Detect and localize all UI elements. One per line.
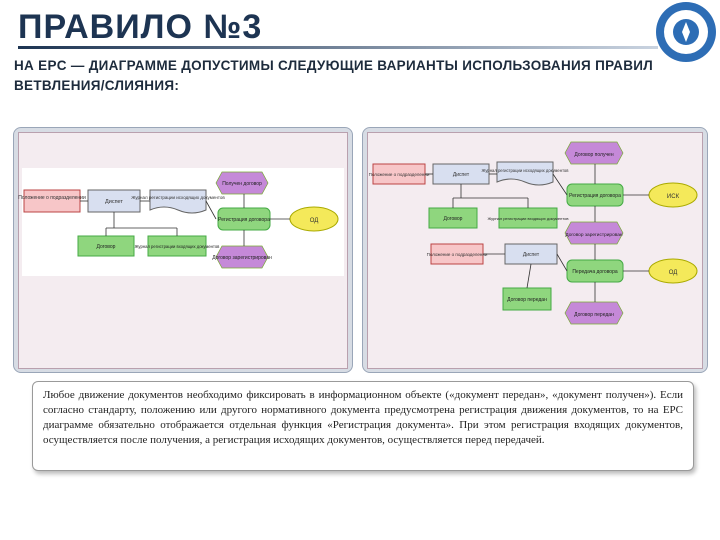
right-epc-diagram: [367, 132, 701, 367]
role1-label: Диспет: [452, 172, 470, 178]
connector-label: ОД: [309, 218, 319, 224]
org-unit1-label: Положение о подразделении: [368, 172, 430, 177]
function-send-label: Передача договора: [572, 269, 618, 275]
slide-title: ПРАВИЛО №3: [18, 8, 263, 46]
log-label: Журнал регистрации исходящих документов: [131, 195, 225, 200]
log2-label: Журнал регистрации входящих документов: [487, 216, 569, 221]
slide-subtitle: НА EPC — ДИАГРАММЕ ДОПУСТИМЫ СЛЕДУЮЩИЕ ВАРИАНТЫ ИСПОЛЬЗОВАНИЯ ПРАВИЛ ВЕТВЛЕНИЯ/СЛИЯНИЯ:: [14, 58, 654, 93]
event-bottom-label: Договор передан: [574, 312, 614, 318]
org-unit-box: [24, 190, 80, 212]
left-epc-diagram: [18, 132, 346, 367]
connector-od-right-label: ОД: [668, 270, 678, 276]
event-registered-label: Договор зарегистрирован: [212, 255, 272, 261]
doc-contract-label: Договор: [96, 244, 116, 250]
faculty-logo-icon: [640, 0, 720, 70]
log1-document: [497, 162, 553, 185]
role-label: Диспет: [105, 199, 123, 205]
doc-contract2-label: Договор передан: [507, 297, 547, 303]
event-reg-label: Договор зарегистрирован: [565, 233, 623, 238]
function-registration-label: Регистрация договора: [218, 217, 270, 223]
role2-label: Диспет: [522, 252, 540, 258]
log1-label: Журнал регистрации исходящих документов: [481, 168, 569, 173]
doc-contract-right-label: Договор: [443, 216, 463, 222]
explanation-box: [32, 381, 694, 471]
event-received-label: Получен договор: [222, 181, 262, 187]
org-unit-label: Положение о подразделении: [18, 195, 86, 201]
connector-isk-label: ИСК: [666, 194, 680, 200]
title-underline: [18, 46, 658, 49]
org-unit2-label: Положение о подразделении: [426, 252, 488, 257]
event-top-label: Договор получен: [574, 152, 614, 158]
doc-log2-label: Журнал регистрации входящих документов: [134, 244, 220, 249]
function-registration-right-label: Регистрация договора: [569, 193, 621, 199]
explanation-text: Любое движение документов необходимо фиксировать в информационном объекте («документ передан», «документ получен»). Если согласно стандарту, положению или другого нормативного документа предусмотрена регистрация движения документов, то на EPC диаграмме обязательно отображается отдельная функция «Регистрация документа». При этом регистрация входящих документов, осуществляется после получения, а регистрация исходящих документов, осуществляется перед передачей.: [43, 389, 683, 446]
